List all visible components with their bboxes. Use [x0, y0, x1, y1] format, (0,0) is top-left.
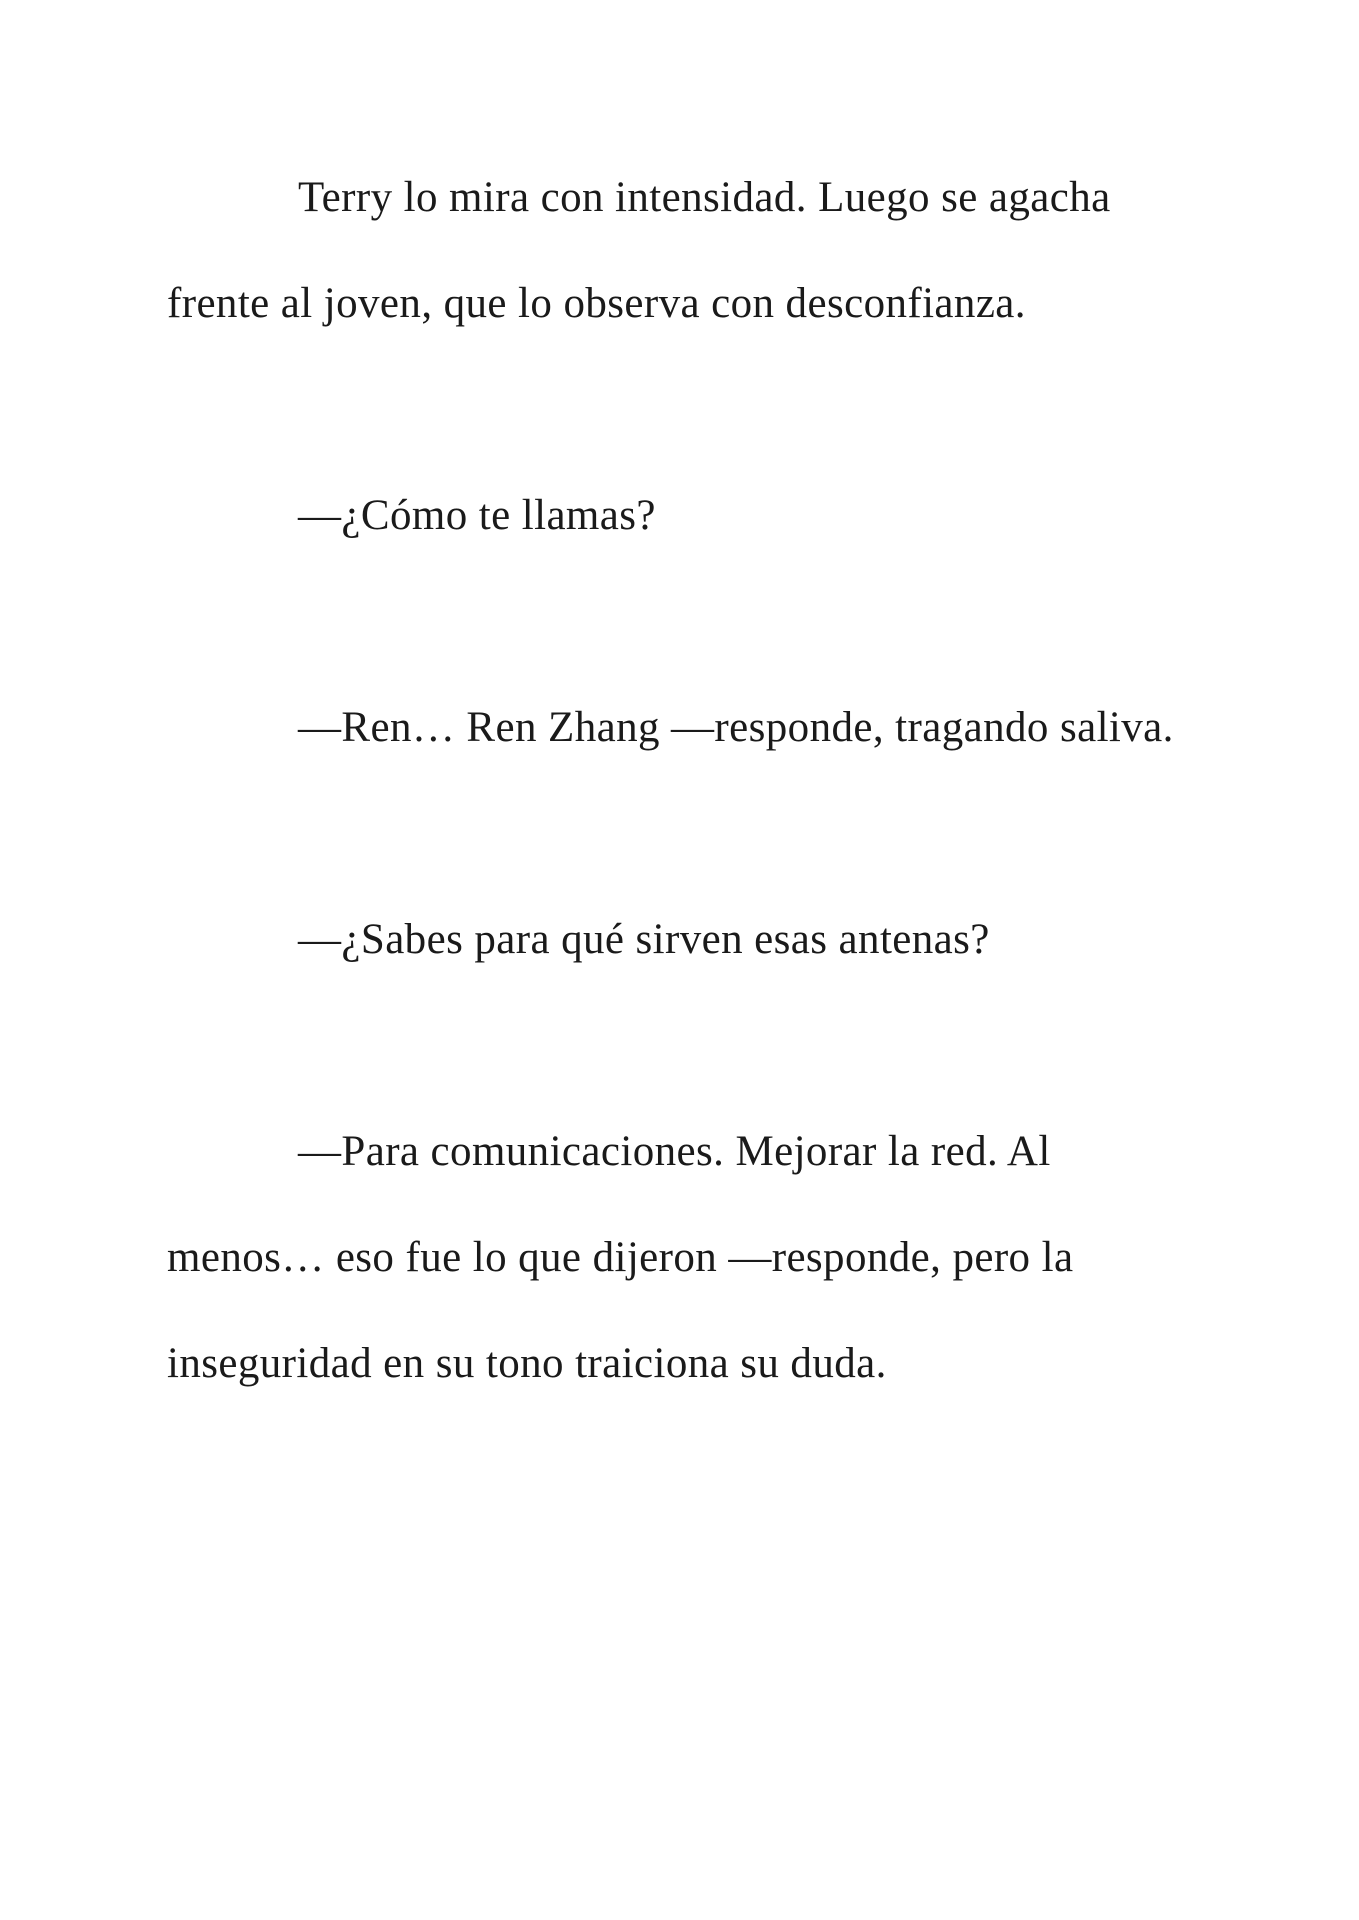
- paragraph-spacer: [167, 781, 1217, 887]
- paragraph-spacer: [167, 569, 1217, 675]
- paragraph-1: Terry lo mira con intensidad. Luego se agacha frente al joven, que lo observa con desconfianza.: [167, 174, 1111, 327]
- paragraph-2: —¿Cómo te llamas?: [298, 492, 656, 539]
- paragraph-spacer: [167, 357, 1217, 463]
- body-text: [167, 145, 1217, 1417]
- paragraph-5: —Para comunicaciones. Mejorar la red. Al menos… eso fue lo que dijeron —responde, pero la inseguridad en su tono traiciona su duda.: [167, 1128, 1074, 1387]
- paragraph-4: —¿Sabes para qué sirven esas antenas?: [298, 916, 990, 963]
- paragraph-spacer: [167, 993, 1217, 1099]
- paragraph-3: —Ren… Ren Zhang —responde, tragando saliva.: [298, 704, 1174, 751]
